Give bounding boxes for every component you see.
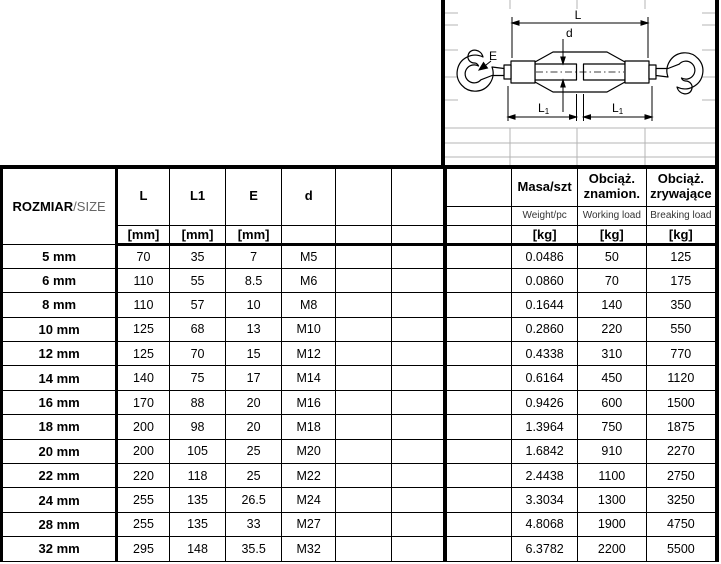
value-cell-working: 310 (577, 342, 646, 366)
value-cell-mass: 1.3964 (512, 415, 578, 439)
table-row (2, 439, 718, 463)
value-cell-L1: 148 (169, 537, 226, 561)
value-cell-L: 125 (117, 317, 170, 341)
value-cell-empty-1 (336, 415, 392, 439)
value-cell-E: 7 (226, 244, 282, 268)
right-collar (649, 65, 656, 79)
size-cell: 8 mm (2, 293, 117, 317)
unit-L1: [mm] (169, 225, 226, 244)
value-cell-L: 110 (117, 293, 170, 317)
value-cell-breaking: 4750 (646, 512, 717, 536)
value-cell-d: M12 (281, 342, 336, 366)
value-cell-d: M14 (281, 366, 336, 390)
value-cell-L1: 68 (169, 317, 226, 341)
value-cell-d: M18 (281, 415, 336, 439)
value-cell-L1: 55 (169, 268, 226, 292)
value-cell-empty-2 (392, 415, 446, 439)
value-cell-L: 70 (117, 244, 170, 268)
value-cell-empty-2 (392, 293, 446, 317)
dim-label-E: E (489, 49, 498, 63)
value-cell-breaking: 125 (646, 244, 717, 268)
value-cell-L: 170 (117, 390, 170, 414)
col-subheader-working: Working load (577, 206, 646, 225)
value-cell-empty-3 (445, 293, 512, 317)
value-cell-L1: 98 (169, 415, 226, 439)
value-cell-L: 200 (117, 439, 170, 463)
col-subheader-mass: Weight/pc (512, 206, 578, 225)
value-cell-empty-3 (445, 390, 512, 414)
value-cell-empty-3 (445, 488, 512, 512)
value-cell-E: 15 (226, 342, 282, 366)
size-cell: 18 mm (2, 415, 117, 439)
value-cell-empty-2 (392, 244, 446, 268)
left-collar (504, 65, 511, 79)
size-cell: 10 mm (2, 317, 117, 341)
size-cell: 14 mm (2, 366, 117, 390)
value-cell-E: 25 (226, 464, 282, 488)
unit-empty-3 (445, 225, 512, 244)
value-cell-empty-3 (445, 366, 512, 390)
value-cell-mass: 2.4438 (512, 464, 578, 488)
value-cell-L: 110 (117, 268, 170, 292)
unit-breaking: [kg] (646, 225, 717, 244)
value-cell-breaking: 550 (646, 317, 717, 341)
right-nut (625, 61, 649, 83)
dim-label-L: L (574, 8, 582, 22)
size-cell: 28 mm (2, 512, 117, 536)
value-cell-working: 50 (577, 244, 646, 268)
value-cell-breaking: 1875 (646, 415, 717, 439)
unit-L: [mm] (117, 225, 170, 244)
table-row (2, 537, 718, 561)
value-cell-breaking: 5500 (646, 537, 717, 561)
table-row (2, 244, 718, 268)
value-cell-mass: 4.8068 (512, 512, 578, 536)
value-cell-breaking: 350 (646, 293, 717, 317)
right-hook (656, 53, 703, 94)
value-cell-d: M8 (281, 293, 336, 317)
value-cell-working: 600 (577, 390, 646, 414)
empty-column-3-sub (445, 206, 512, 225)
value-cell-mass: 0.2860 (512, 317, 578, 341)
left-nut (511, 61, 535, 83)
value-cell-d: M10 (281, 317, 336, 341)
value-cell-empty-2 (392, 342, 446, 366)
value-cell-d: M24 (281, 488, 336, 512)
value-cell-E: 35.5 (226, 537, 282, 561)
value-cell-empty-1 (336, 244, 392, 268)
size-column-header: ROZMIAR/SIZE (2, 167, 117, 244)
unit-working: [kg] (577, 225, 646, 244)
value-cell-breaking: 175 (646, 268, 717, 292)
value-cell-mass: 0.4338 (512, 342, 578, 366)
size-cell: 12 mm (2, 342, 117, 366)
value-cell-empty-1 (336, 512, 392, 536)
table-row (2, 342, 718, 366)
empty-column-3 (445, 167, 512, 206)
table-row (2, 464, 718, 488)
value-cell-mass: 6.3782 (512, 537, 578, 561)
value-cell-mass: 0.0860 (512, 268, 578, 292)
value-cell-working: 220 (577, 317, 646, 341)
value-cell-E: 13 (226, 317, 282, 341)
value-cell-L1: 88 (169, 390, 226, 414)
table-row (2, 366, 718, 390)
value-cell-mass: 3.3034 (512, 488, 578, 512)
col-header-mass: Masa/szt (512, 167, 578, 206)
size-cell: 6 mm (2, 268, 117, 292)
value-cell-empty-3 (445, 537, 512, 561)
value-cell-working: 2200 (577, 537, 646, 561)
table-row (2, 512, 718, 536)
value-cell-empty-3 (445, 512, 512, 536)
unit-mass: [kg] (512, 225, 578, 244)
value-cell-L: 140 (117, 366, 170, 390)
value-cell-mass: 1.6842 (512, 439, 578, 463)
value-cell-d: M5 (281, 244, 336, 268)
size-cell: 5 mm (2, 244, 117, 268)
value-cell-empty-3 (445, 244, 512, 268)
value-cell-mass: 0.6164 (512, 366, 578, 390)
dim-label-L1-left: L1 (538, 101, 550, 116)
value-cell-empty-2 (392, 390, 446, 414)
value-cell-working: 70 (577, 268, 646, 292)
dim-label-d: d (566, 26, 573, 40)
value-cell-E: 10 (226, 293, 282, 317)
value-cell-empty-1 (336, 488, 392, 512)
size-cell: 16 mm (2, 390, 117, 414)
value-cell-empty-2 (392, 537, 446, 561)
value-cell-d: M27 (281, 512, 336, 536)
size-cell: 22 mm (2, 464, 117, 488)
value-cell-E: 8.5 (226, 268, 282, 292)
value-cell-E: 20 (226, 415, 282, 439)
size-cell: 20 mm (2, 439, 117, 463)
value-cell-L1: 135 (169, 512, 226, 536)
value-cell-working: 750 (577, 415, 646, 439)
col-header-working: Obciąż. znamion. (577, 167, 646, 206)
value-cell-E: 26.5 (226, 488, 282, 512)
value-cell-empty-3 (445, 317, 512, 341)
col-header-E: E (226, 167, 282, 225)
value-cell-d: M32 (281, 537, 336, 561)
value-cell-breaking: 770 (646, 342, 717, 366)
turnbuckle-diagram-panel (441, 0, 719, 165)
value-cell-d: M6 (281, 268, 336, 292)
col-header-L1: L1 (169, 167, 226, 225)
value-cell-L1: 35 (169, 244, 226, 268)
value-cell-E: 25 (226, 439, 282, 463)
value-cell-empty-2 (392, 366, 446, 390)
value-cell-working: 1100 (577, 464, 646, 488)
value-cell-empty-2 (392, 464, 446, 488)
dim-label-L1-right: L1 (612, 101, 624, 116)
value-cell-L: 255 (117, 512, 170, 536)
value-cell-empty-1 (336, 317, 392, 341)
value-cell-L: 220 (117, 464, 170, 488)
value-cell-E: 17 (226, 366, 282, 390)
table-row (2, 268, 718, 292)
table-row (2, 317, 718, 341)
spec-table-body (2, 244, 718, 561)
unit-empty-2 (392, 225, 446, 244)
value-cell-empty-1 (336, 366, 392, 390)
value-cell-working: 140 (577, 293, 646, 317)
value-cell-L1: 105 (169, 439, 226, 463)
value-cell-empty-2 (392, 488, 446, 512)
value-cell-L1: 57 (169, 293, 226, 317)
value-cell-L1: 118 (169, 464, 226, 488)
empty-column-1 (336, 167, 392, 225)
unit-empty-1 (336, 225, 392, 244)
table-row (2, 390, 718, 414)
size-cell: 24 mm (2, 488, 117, 512)
col-header-L: L (117, 167, 170, 225)
value-cell-empty-3 (445, 464, 512, 488)
value-cell-empty-2 (392, 317, 446, 341)
empty-column-2 (392, 167, 446, 225)
value-cell-d: M22 (281, 464, 336, 488)
value-cell-mass: 0.0486 (512, 244, 578, 268)
value-cell-L: 255 (117, 488, 170, 512)
spec-table (0, 165, 719, 562)
col-header-d: d (281, 167, 336, 225)
value-cell-empty-2 (392, 512, 446, 536)
turnbuckle-diagram (445, 0, 715, 165)
value-cell-L: 200 (117, 415, 170, 439)
value-cell-breaking: 1500 (646, 390, 717, 414)
col-subheader-breaking: Breaking load (646, 206, 717, 225)
value-cell-L1: 70 (169, 342, 226, 366)
value-cell-empty-2 (392, 439, 446, 463)
unit-d-empty (281, 225, 336, 244)
value-cell-L: 295 (117, 537, 170, 561)
value-cell-working: 910 (577, 439, 646, 463)
value-cell-L1: 75 (169, 366, 226, 390)
value-cell-empty-3 (445, 342, 512, 366)
value-cell-working: 1900 (577, 512, 646, 536)
value-cell-mass: 0.9426 (512, 390, 578, 414)
value-cell-empty-1 (336, 464, 392, 488)
value-cell-empty-1 (336, 268, 392, 292)
table-row (2, 415, 718, 439)
value-cell-working: 450 (577, 366, 646, 390)
value-cell-empty-1 (336, 439, 392, 463)
value-cell-empty-1 (336, 390, 392, 414)
col-header-breaking: Obciąż. zrywające (646, 167, 717, 206)
value-cell-d: M20 (281, 439, 336, 463)
value-cell-empty-1 (336, 537, 392, 561)
value-cell-empty-3 (445, 439, 512, 463)
value-cell-E: 33 (226, 512, 282, 536)
value-cell-E: 20 (226, 390, 282, 414)
value-cell-breaking: 2270 (646, 439, 717, 463)
value-cell-L: 125 (117, 342, 170, 366)
value-cell-mass: 0.1644 (512, 293, 578, 317)
value-cell-empty-2 (392, 268, 446, 292)
unit-E: [mm] (226, 225, 282, 244)
value-cell-L1: 135 (169, 488, 226, 512)
value-cell-breaking: 3250 (646, 488, 717, 512)
value-cell-empty-1 (336, 293, 392, 317)
value-cell-d: M16 (281, 390, 336, 414)
table-row (2, 293, 718, 317)
value-cell-empty-1 (336, 342, 392, 366)
value-cell-empty-3 (445, 415, 512, 439)
value-cell-breaking: 1120 (646, 366, 717, 390)
value-cell-working: 1300 (577, 488, 646, 512)
value-cell-breaking: 2750 (646, 464, 717, 488)
value-cell-empty-3 (445, 268, 512, 292)
size-cell: 32 mm (2, 537, 117, 561)
table-row (2, 488, 718, 512)
